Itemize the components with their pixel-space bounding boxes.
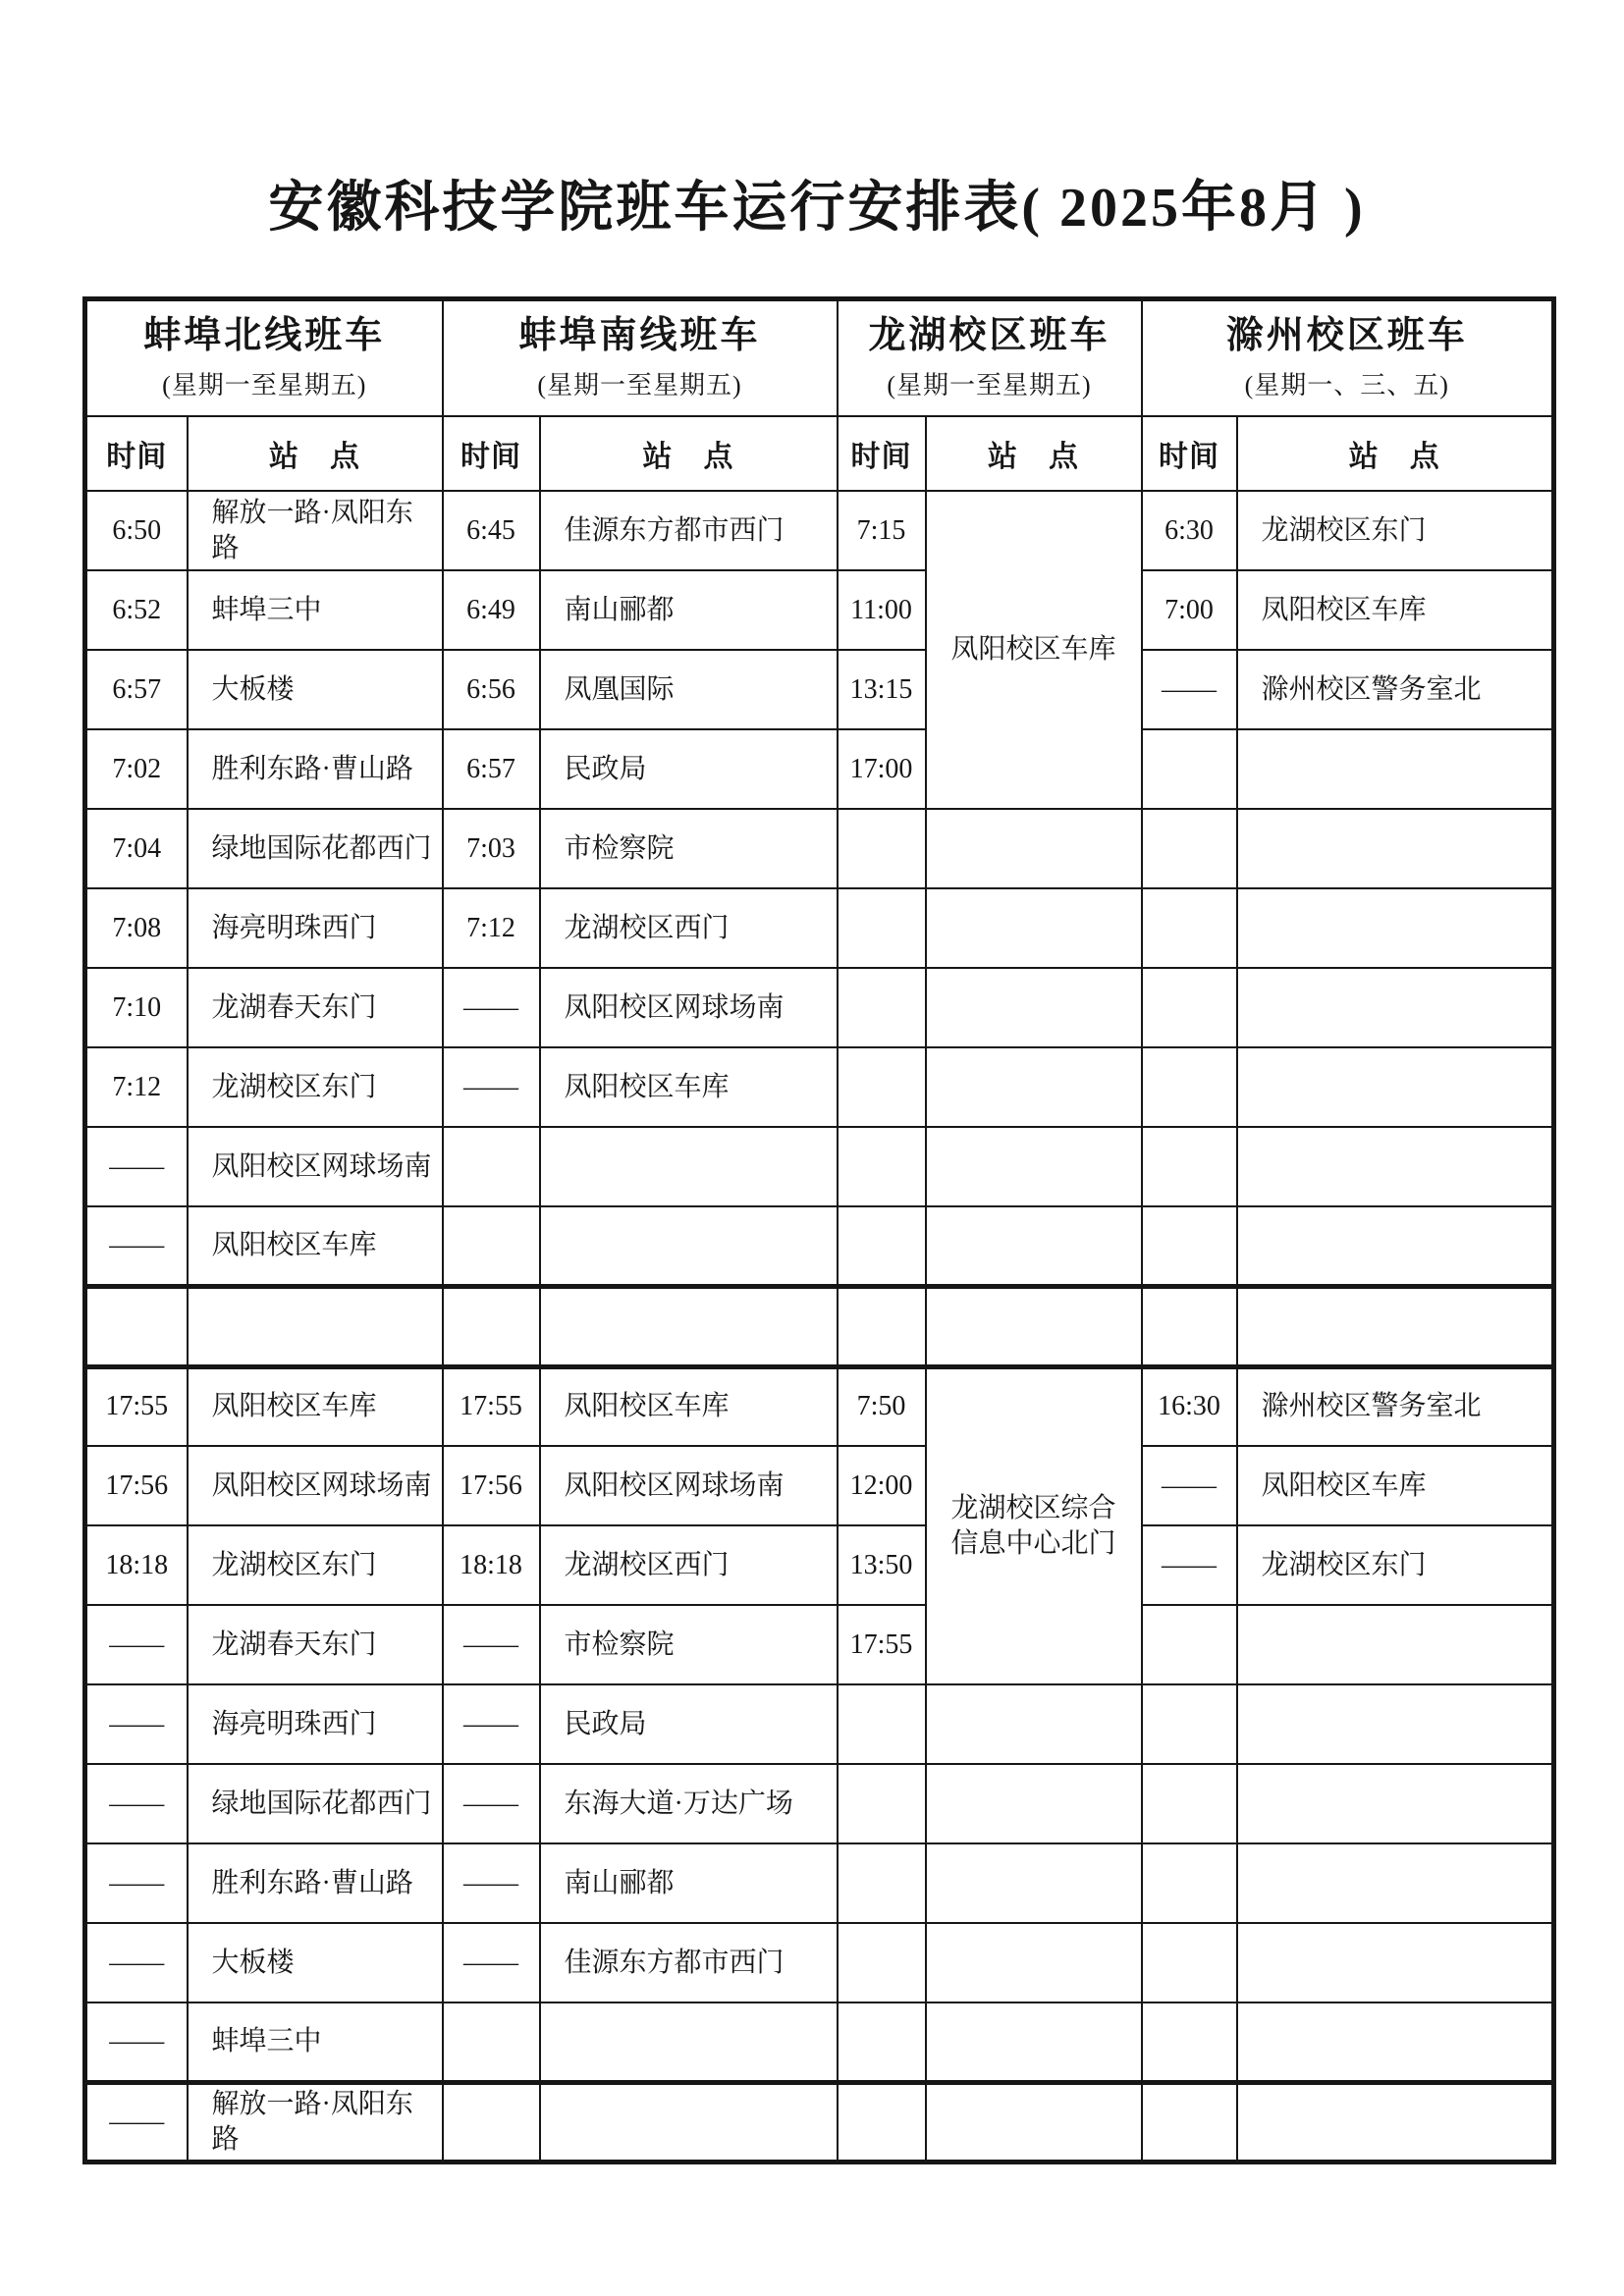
station-cell: 佳源东方都市西门 — [540, 491, 838, 570]
station-cell: 南山郦都 — [540, 1843, 838, 1923]
group-header-row — [85, 298, 1554, 416]
schedule-row — [85, 729, 1554, 809]
time-cell: 7:04 — [85, 809, 188, 888]
column-group-chuzhou-campus — [1142, 298, 1554, 416]
empty-cell — [838, 1047, 926, 1127]
time-cell: 17:56 — [443, 1446, 540, 1525]
empty-cell — [540, 1127, 838, 1206]
station-cell: 海亮明珠西门 — [188, 888, 443, 968]
station-cell: 龙湖校区东门 — [188, 1047, 443, 1127]
time-cell: 11:00 — [838, 570, 926, 650]
station-cell: 解放一路·凤阳东路 — [188, 491, 443, 570]
station-cell: 胜利东路·曹山路 — [188, 729, 443, 809]
time-cell: —— — [443, 1047, 540, 1127]
schedule-row — [85, 1605, 1554, 1684]
empty-cell — [1142, 1047, 1237, 1127]
schedule-row — [85, 1525, 1554, 1605]
time-cell: —— — [85, 1843, 188, 1923]
time-cell: —— — [443, 1843, 540, 1923]
station-cell: 龙湖校区西门 — [540, 1525, 838, 1605]
column-group-bengbu-south-line — [443, 298, 838, 416]
station-cell: 凤阳校区车库 — [540, 1366, 838, 1446]
station-header-cell: 站 点 — [188, 416, 443, 491]
empty-cell — [1142, 729, 1237, 809]
table-body — [85, 491, 1554, 2162]
station-cell: 南山郦都 — [540, 570, 838, 650]
empty-cell — [1142, 1843, 1237, 1923]
empty-cell — [926, 2082, 1142, 2162]
time-cell: 17:56 — [85, 1446, 188, 1525]
time-cell: 17:55 — [838, 1605, 926, 1684]
empty-cell — [540, 2082, 838, 2162]
empty-cell — [926, 2002, 1142, 2082]
station-cell: 凤阳校区车库 — [540, 1047, 838, 1127]
empty-cell — [926, 809, 1142, 888]
empty-cell — [188, 1286, 443, 1366]
station-cell: 龙湖校区东门 — [1237, 491, 1554, 570]
empty-cell — [926, 968, 1142, 1047]
time-cell: 7:12 — [85, 1047, 188, 1127]
empty-cell — [926, 1684, 1142, 1764]
time-cell: 6:57 — [85, 650, 188, 729]
empty-cell — [838, 1127, 926, 1206]
empty-cell — [1237, 888, 1554, 968]
column-group-longhu-campus — [838, 298, 1142, 416]
station-cell: 凤阳校区车库 — [188, 1366, 443, 1446]
station-cell: 龙湖校区综合信息中心北门 — [926, 1366, 1142, 1684]
time-cell: 13:50 — [838, 1525, 926, 1605]
empty-cell — [1237, 2002, 1554, 2082]
empty-cell — [1142, 1684, 1237, 1764]
time-cell: 6:45 — [443, 491, 540, 570]
station-cell: 凤阳校区车库 — [926, 491, 1142, 809]
empty-cell — [838, 1286, 926, 1366]
station-cell: 凤阳校区车库 — [1237, 570, 1554, 650]
empty-cell — [838, 1923, 926, 2002]
station-cell: 大板楼 — [188, 1923, 443, 2002]
schedule-row — [85, 1047, 1554, 1127]
group-name: 滁州校区班车 — [1225, 314, 1468, 356]
station-cell: 胜利东路·曹山路 — [188, 1843, 443, 1923]
station-cell: 佳源东方都市西门 — [540, 1923, 838, 2002]
time-cell: 6:30 — [1142, 491, 1237, 570]
time-cell: —— — [443, 1764, 540, 1843]
schedule-row — [85, 888, 1554, 968]
schedule-row — [85, 2002, 1554, 2082]
time-cell: 17:55 — [85, 1366, 188, 1446]
time-cell: —— — [443, 1923, 540, 2002]
station-cell: 解放一路·凤阳东路 — [188, 2082, 443, 2162]
time-cell: 7:50 — [838, 1366, 926, 1446]
time-cell: 13:15 — [838, 650, 926, 729]
empty-cell — [1142, 1206, 1237, 1286]
empty-cell — [926, 1286, 1142, 1366]
station-cell: 绿地国际花都西门 — [188, 1764, 443, 1843]
time-cell: 7:00 — [1142, 570, 1237, 650]
time-header-cell: 时间 — [443, 416, 540, 491]
bus-schedule-table — [82, 296, 1556, 2164]
group-name: 龙湖校区班车 — [868, 314, 1110, 356]
empty-cell — [1142, 1605, 1237, 1684]
station-cell: 龙湖校区东门 — [188, 1525, 443, 1605]
time-cell: —— — [443, 968, 540, 1047]
station-cell: 东海大道·万达广场 — [540, 1764, 838, 1843]
empty-cell — [1142, 809, 1237, 888]
empty-cell — [1237, 1605, 1554, 1684]
empty-cell — [1237, 2082, 1554, 2162]
empty-cell — [1237, 1843, 1554, 1923]
station-cell: 凤阳校区网球场南 — [188, 1446, 443, 1525]
station-cell: 市检察院 — [540, 809, 838, 888]
station-cell: 凤阳校区网球场南 — [188, 1127, 443, 1206]
time-cell: —— — [85, 1206, 188, 1286]
time-cell: 16:30 — [1142, 1366, 1237, 1446]
empty-cell — [1237, 1684, 1554, 1764]
empty-cell — [926, 1047, 1142, 1127]
column-group-bengbu-north-line — [85, 298, 443, 416]
station-cell: 绿地国际花都西门 — [188, 809, 443, 888]
empty-cell — [1237, 729, 1554, 809]
time-cell: —— — [85, 1127, 188, 1206]
empty-cell — [540, 1206, 838, 1286]
empty-cell — [443, 2002, 540, 2082]
separator-row — [85, 1286, 1554, 1366]
time-cell: —— — [85, 1605, 188, 1684]
station-cell: 民政局 — [540, 729, 838, 809]
page-title: 安徽科技学院班车运行安排表( 2025年8月 ) — [268, 178, 1366, 239]
station-cell: 凤阳校区网球场南 — [540, 968, 838, 1047]
schedule-row — [85, 491, 1554, 570]
empty-cell — [1237, 1127, 1554, 1206]
station-header-cell: 站 点 — [1237, 416, 1554, 491]
schedule-row — [85, 968, 1554, 1047]
station-cell: 凤阳校区车库 — [1237, 1446, 1554, 1525]
time-cell: 7:10 — [85, 968, 188, 1047]
empty-cell — [838, 1206, 926, 1286]
station-cell: 凤凰国际 — [540, 650, 838, 729]
empty-cell — [1237, 1047, 1554, 1127]
empty-cell — [1237, 1286, 1554, 1366]
station-cell: 滁州校区警务室北 — [1237, 1366, 1554, 1446]
empty-cell — [1142, 2082, 1237, 2162]
schedule-row — [85, 1764, 1554, 1843]
empty-cell — [838, 1684, 926, 1764]
time-cell: 6:57 — [443, 729, 540, 809]
empty-cell — [926, 1127, 1142, 1206]
empty-cell — [1142, 1127, 1237, 1206]
station-cell: 蚌埠三中 — [188, 570, 443, 650]
empty-cell — [1142, 888, 1237, 968]
empty-cell — [926, 888, 1142, 968]
schedule-row — [85, 650, 1554, 729]
time-cell: 12:00 — [838, 1446, 926, 1525]
schedule-row — [85, 1843, 1554, 1923]
empty-cell — [1237, 1923, 1554, 2002]
empty-cell — [838, 1843, 926, 1923]
group-name: 蚌埠北线班车 — [143, 314, 386, 356]
empty-cell — [1237, 1764, 1554, 1843]
time-cell: 6:52 — [85, 570, 188, 650]
time-cell: —— — [1142, 1525, 1237, 1605]
station-cell: 龙湖春天东门 — [188, 968, 443, 1047]
time-header-cell: 时间 — [838, 416, 926, 491]
time-cell: 7:12 — [443, 888, 540, 968]
empty-cell — [1142, 1764, 1237, 1843]
empty-cell — [838, 809, 926, 888]
station-cell: 蚌埠三中 — [188, 2002, 443, 2082]
empty-cell — [540, 2002, 838, 2082]
time-cell: 17:00 — [838, 729, 926, 809]
time-cell: —— — [85, 1684, 188, 1764]
time-cell: 6:50 — [85, 491, 188, 570]
schedule-row — [85, 1366, 1554, 1446]
schedule-row — [85, 809, 1554, 888]
empty-cell — [838, 888, 926, 968]
empty-cell — [838, 2082, 926, 2162]
time-cell: —— — [85, 1923, 188, 2002]
time-cell: 18:18 — [85, 1525, 188, 1605]
group-name: 蚌埠南线班车 — [518, 314, 761, 356]
station-cell: 滁州校区警务室北 — [1237, 650, 1554, 729]
empty-cell — [443, 1286, 540, 1366]
schedule-row — [85, 570, 1554, 650]
time-cell: 7:03 — [443, 809, 540, 888]
station-header-cell: 站 点 — [540, 416, 838, 491]
time-cell: 7:15 — [838, 491, 926, 570]
empty-cell — [443, 2082, 540, 2162]
empty-cell — [838, 968, 926, 1047]
time-cell: —— — [1142, 1446, 1237, 1525]
time-cell: —— — [85, 2082, 188, 2162]
empty-cell — [1142, 2002, 1237, 2082]
time-cell: 6:49 — [443, 570, 540, 650]
empty-cell — [838, 2002, 926, 2082]
station-header-cell: 站 点 — [926, 416, 1142, 491]
schedule-row — [85, 1923, 1554, 2002]
time-cell: 6:56 — [443, 650, 540, 729]
station-cell: 大板楼 — [188, 650, 443, 729]
time-header-cell: 时间 — [1142, 416, 1237, 491]
station-cell: 民政局 — [540, 1684, 838, 1764]
schedule-row — [85, 1684, 1554, 1764]
empty-cell — [540, 1286, 838, 1366]
empty-cell — [443, 1127, 540, 1206]
empty-cell — [1237, 809, 1554, 888]
time-cell: —— — [443, 1684, 540, 1764]
empty-cell — [1237, 968, 1554, 1047]
station-cell: 凤阳校区网球场南 — [540, 1446, 838, 1525]
empty-cell — [838, 1764, 926, 1843]
time-cell: —— — [443, 1605, 540, 1684]
empty-cell — [1237, 1206, 1554, 1286]
group-schedule-note: (星期一至星期五) — [537, 371, 742, 400]
sub-header-row — [85, 416, 1554, 491]
group-schedule-note: (星期一至星期五) — [887, 371, 1092, 400]
schedule-row — [85, 1127, 1554, 1206]
empty-cell — [926, 1923, 1142, 2002]
time-header-cell: 时间 — [85, 416, 188, 491]
group-schedule-note: (星期一至星期五) — [162, 371, 367, 400]
empty-cell — [1142, 1923, 1237, 2002]
station-cell: 市检察院 — [540, 1605, 838, 1684]
group-schedule-note: (星期一、三、五) — [1244, 371, 1449, 400]
time-cell: —— — [1142, 650, 1237, 729]
empty-cell — [1142, 968, 1237, 1047]
station-cell: 凤阳校区车库 — [188, 1206, 443, 1286]
empty-cell — [85, 1286, 188, 1366]
schedule-row — [85, 1206, 1554, 1286]
schedule-row — [85, 2082, 1554, 2162]
station-cell: 龙湖春天东门 — [188, 1605, 443, 1684]
station-cell: 龙湖校区东门 — [1237, 1525, 1554, 1605]
time-cell: 17:55 — [443, 1366, 540, 1446]
empty-cell — [1142, 1286, 1237, 1366]
empty-cell — [443, 1206, 540, 1286]
time-cell: 7:02 — [85, 729, 188, 809]
time-cell: —— — [85, 1764, 188, 1843]
empty-cell — [926, 1843, 1142, 1923]
time-cell: 7:08 — [85, 888, 188, 968]
station-cell: 海亮明珠西门 — [188, 1684, 443, 1764]
table-header — [85, 298, 1554, 491]
empty-cell — [926, 1764, 1142, 1843]
schedule-row — [85, 1446, 1554, 1525]
time-cell: —— — [85, 2002, 188, 2082]
time-cell: 18:18 — [443, 1525, 540, 1605]
empty-cell — [926, 1206, 1142, 1286]
station-cell: 龙湖校区西门 — [540, 888, 838, 968]
